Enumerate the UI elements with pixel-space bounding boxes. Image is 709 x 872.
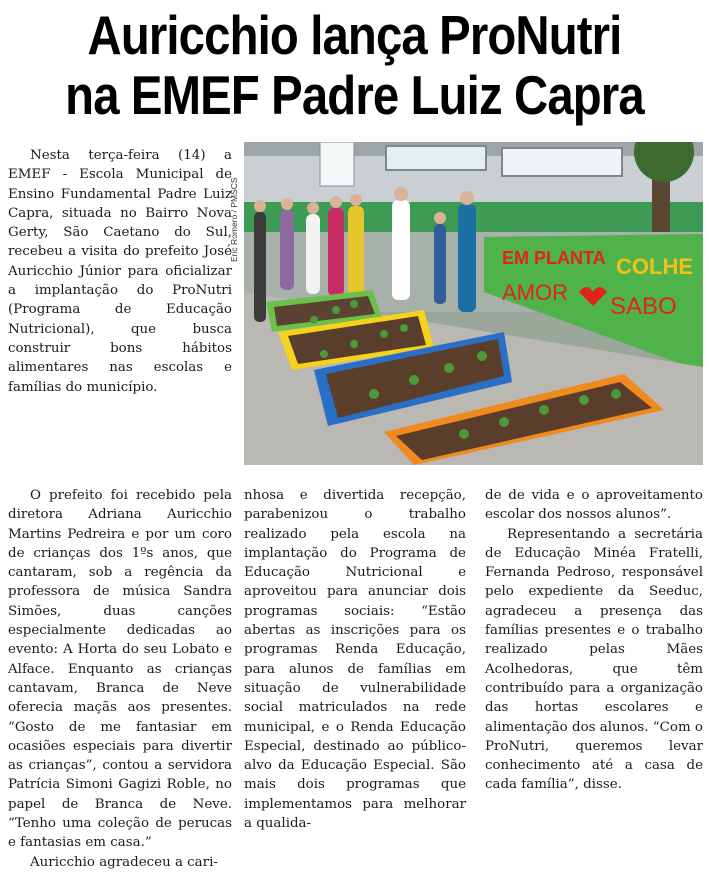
mural-text-4: SABO [610, 293, 677, 320]
article-column-1-bottom [8, 486, 232, 872]
article-paragraph-thanks-start: Auricchio agradeceu a cari- [30, 854, 218, 870]
headline-line-1: Auricchio lança ProNutri [87, 4, 622, 66]
article-column-2 [244, 486, 466, 833]
mural-text-2: COLHE [616, 254, 693, 279]
article-column-3 [485, 486, 703, 795]
mural-text-1: EM PLANTA [502, 248, 606, 268]
article-photo [244, 142, 703, 465]
article-paragraph-programs: nhosa e divertida recepção, parabenizou o trabalho realizado pela escola na implantação do Programa de Educação Nutricional e aproveitou para anunciar dois programas sociais: “Estão abertas as inscrições para os programas Renda Educação, para alunos de famílias em situação de vulnerabilidade social matriculados na rede municipal, e o Renda Educação Especial, destinado ao público-alvo da Educação Especial. São mais dois programas que implementamos para melhorar a qualida- [244, 488, 466, 832]
mural-text-3: AMOR [502, 280, 568, 305]
photo-credit: Eric Romero / PMSCS [229, 177, 239, 262]
garden-scene-illustration [244, 142, 703, 465]
article-paragraph-reception: O prefeito foi recebido pela diretora Adriana Auricchio Martins Pedreira e por um coro de crianças dos 1ºs anos, que cantaram, sob a regência da professora de música Sandra Simões, duas canções especialmente dedicadas ao evento: A Horta do seu Lobato e Alface. Enquanto as crianças cantavam, Branca de Neve oferecia maçãs aos presentes. “Gosto de me fantasiar em ocasiões especiais para divertir as crianças”, contou a servidora Patrícia Simoni Gagizi Roble, no papel de Branca de Neve. “Tenho uma coleção de perucas e fantasias em casa.” [8, 488, 232, 851]
headline-line-2: na EMEF Padre Luiz Capra [65, 64, 644, 126]
article-column-1-top [8, 146, 232, 397]
article-paragraph-intro: Nesta terça-feira (14) a EMEF - Escola Municipal de Ensino Fundamental Padre Luiz Capra, situada no Bairro Nova Gerty, São Caetano do Sul, recebeu a visita do prefeito José Auricchio Júnior para oficializar a implantação do ProNutri (Programa de Educação Nutricional), que busca construir bons hábitos alimentares nas escolas e famílias do município. [8, 148, 232, 395]
article-paragraph-seeduc: Representando a secretária de Educação Minéa Fratelli, Fernanda Pedroso, responsável pelo expediente da Seeduc, agradeceu a presença das famílias presentes e o trabalho realizado pelas Mães Acolhedoras, que têm contribuído para a organização das hortas escolares e alimentação dos alunos. “Com o ProNutri, queremos levar conhecimento até a casa de cada família”, disse. [485, 526, 703, 793]
article-paragraph-programs-end: de de vida e o aproveitamento escolar dos nossos alunos”. [485, 488, 703, 523]
